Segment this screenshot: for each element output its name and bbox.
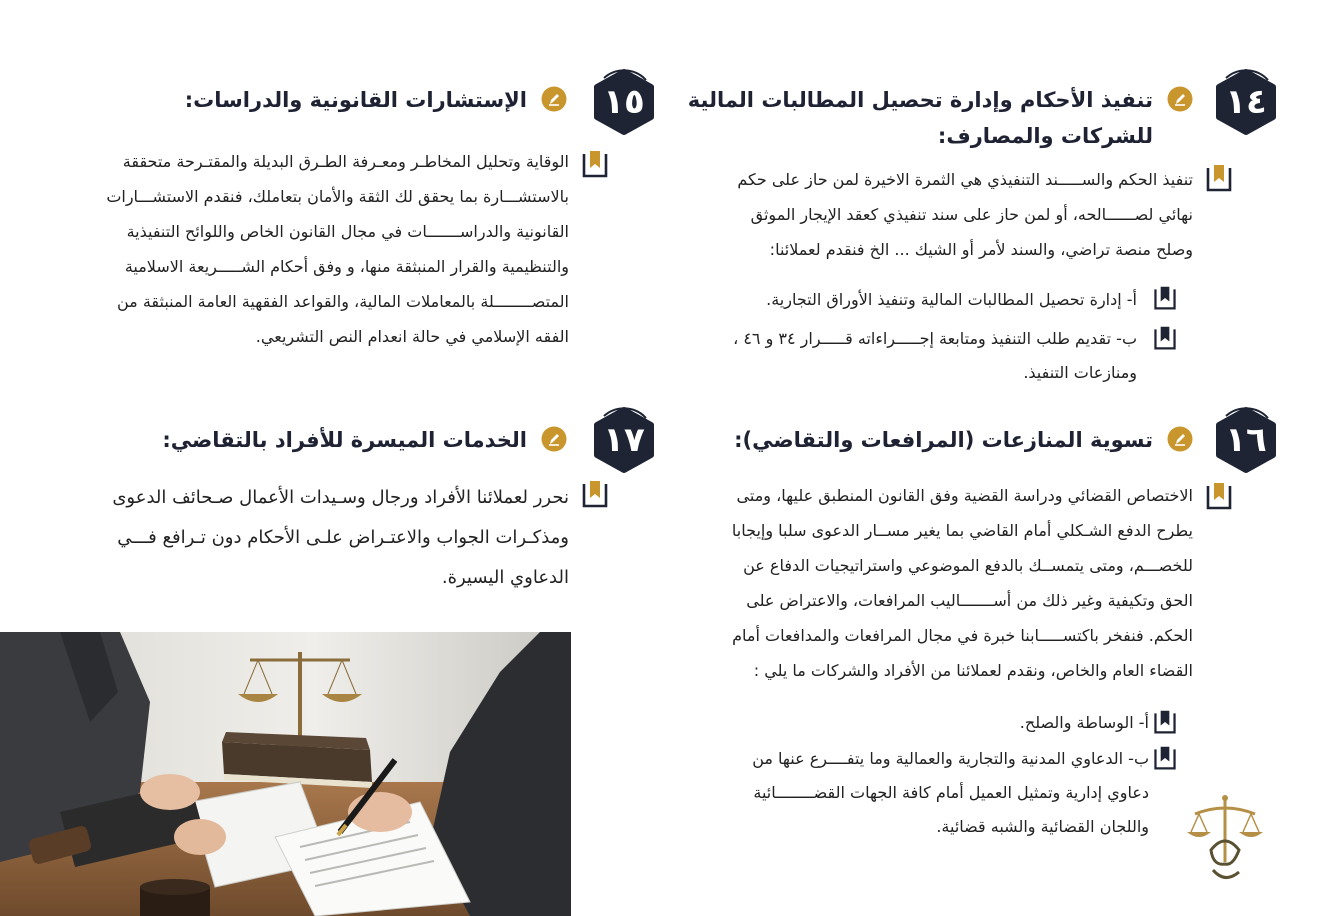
section-title: تنفيذ الأحكام وإدارة تحصيل المطالبات المالية للشركات والمصارف: (687, 88, 1153, 148)
section-title: تسوية المنازعات (المرافعات والتقاضي): (734, 428, 1153, 452)
section-number-badge (590, 406, 658, 474)
section-number-badge (1212, 68, 1280, 136)
pen-icon (541, 426, 567, 452)
section-number-badge (1212, 406, 1280, 474)
bookmark-icon (580, 148, 610, 180)
section-paragraph: نحرر لعملائنا الأفراد ورجال وسـيدات الأعمال صـحائف الدعوى ومذكـرات الجواب والاعتـراض علـى الأحكام دون تـرافع فـــي الدعاوي اليسيرة. (112, 487, 569, 588)
bookmark-icon (1152, 324, 1178, 352)
bookmark-icon (1204, 480, 1234, 512)
bookmark-icon (580, 478, 610, 510)
bookmark-icon (1152, 744, 1178, 772)
section-paragraph: تنفيذ الحكم والســـــند التنفيذي هي الثمرة الاخيرة لمن حاز على حكم نهائي لصــــــالحه، أو لمن حاز على سند تنفيذي كعقد الإيجار الموثق وصلح منصة تراضي، والسند لأمر أو الشيك ... الخ فنقدم لعملائنا: (737, 170, 1193, 259)
section-number: ١٥ (603, 82, 645, 122)
bookmark-icon (1204, 162, 1234, 194)
pen-icon (1167, 86, 1193, 112)
pen-icon (541, 86, 567, 112)
list-item: ب- الدعاوي المدنية والتجارية والعمالية وما يتفــــرع عنها من دعاوي إدارية وتمثيل العميل أمام كافة الجهات القضــــــــائية واللجان القضائية والشبه قضائية. (752, 749, 1149, 836)
section-number: ١٤ (1225, 82, 1267, 122)
pen-icon (1167, 426, 1193, 452)
section-paragraph: الوقاية وتحليل المخاطـر ومعـرفة الطـرق البديلة والمقتـرحة متحققة بالاستشـــارة بما يحقق لك الثقة والأمان بتعاملك، فنقدم الاستشـــارات القانونية والدراســـــــات في مجال القانون الخاص واللوائح التنفيذية والتنظيمية والقرار المنبثقة منها، و وفق أحكام الشـــــريعة الاسلامية المتصــــــــلة بالمعاملات المالية، والقواعد الفقهية العامة المنبثقة من الفقه الإسلامي في حالة انعدام النص التشريعي. (106, 152, 569, 346)
section-number: ١٧ (603, 420, 645, 460)
section-number: ١٦ (1225, 420, 1267, 460)
firm-logo (1183, 792, 1267, 888)
list-item: أ- إدارة تحصيل المطالبات المالية وتنفيذ الأوراق التجارية. (766, 290, 1137, 309)
list-item: ب- تقديم طلب التنفيذ ومتابعة إجـــــراءاته قـــــرار ٣٤ و ٤٦ ، ومنازعات التنفيذ. (733, 329, 1137, 382)
section-number-badge (590, 68, 658, 136)
section-paragraph: الاختصاص القضائي ودراسة القضية وفق القانون المنطبق عليها، ومتى يطرح الدفع الشـكلي أمام القاضي بما يغير مســار الدعوى سلبا وإيجابا للخصـــم، ومتى يتمســك بالدفع الموضوعي واستراتيجيات الدفاع عن الحق وتكيفية وغير ذلك من أســـــــاليب المرافعات، والاعتراض على الحكم. فنفخر باكتســـــابنا خبرة في مجال المرافعات والمدافعات أمام القضاء العام والخاص، ونقدم لعملائنا من الأفراد والشركات ما يلي : (731, 486, 1193, 680)
bookmark-icon (1152, 284, 1178, 312)
list-item: أ- الوساطة والصلح. (1019, 713, 1149, 732)
bookmark-icon (1152, 708, 1178, 736)
section-title: الإستشارات القانونية والدراسات: (184, 88, 527, 112)
section-title: الخدمات الميسرة للأفراد بالتقاضي: (162, 428, 527, 452)
legal-consultation-photo (0, 632, 571, 916)
